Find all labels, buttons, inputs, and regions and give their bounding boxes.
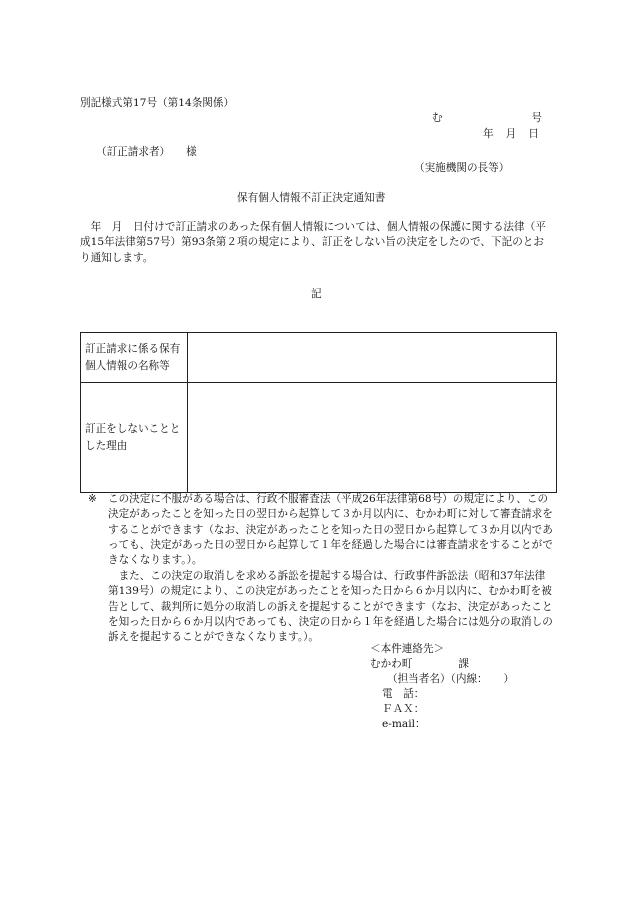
sender: （実施機関の長等） [414, 162, 510, 174]
document-number-prefix: む [432, 112, 443, 124]
detail-table [80, 332, 557, 493]
note-text-lawsuit: また、この決定の取消しを求める訴訟を提起する場合は、行政事件訴訟法（昭和37年法律第139号）の規定により、この決定があったことを知った日から６か月以内に、むかわ町を被告として、裁判所に処分の取消しの訴えを提起することができます（なお、決定があったことを知った日から６か月以内であっても、決定の日から１年を経過した場合には処分の取消しの訴えを提起することができなくなります。）。 [108, 569, 553, 644]
contact-heading: ＜本件連絡先＞ [370, 643, 445, 655]
addressee [96, 145, 197, 160]
note-text-appeal: この決定に不服がある場合は、行政不服審査法（平成26年法律第68号）の規定により、この決定があったことを知った日の翌日から起算して３か月以内に、むかわ町に対して審査請求をすることができます（なお、決定があったことを知った日の翌日から起算して３か月以内であっても、決定があった日の翌日から起算して１年を経過した場合には審査請求をすることができなくなります。）。 [108, 493, 553, 567]
note-item [88, 492, 554, 569]
table-row [81, 333, 557, 383]
document-number-suffix: 号 [531, 112, 542, 124]
contact-fax: ＦＡＸ： [382, 703, 425, 715]
document-number [432, 111, 542, 126]
contact-town: むかわ町 [370, 658, 413, 670]
table-label-reason: 訂正をしないこととした理由 [81, 383, 188, 493]
date-day: 日 [528, 128, 539, 140]
date-line [483, 127, 539, 142]
addressee-name: （訂正請求者） [96, 146, 171, 158]
page-title: 保有個人情報不訂正決定通知書 [237, 192, 386, 204]
addressee-honorific: 様 [186, 146, 197, 158]
contact-email: e-mail： [382, 718, 426, 730]
table-value-reason [188, 383, 557, 493]
contact-office [370, 657, 469, 672]
contact-phone: 電 話： [382, 688, 425, 700]
table-value-info-name [188, 333, 557, 383]
note-item [88, 569, 554, 646]
body-text: 年 月 日付けで訂正請求のあった保有個人情報については、個人情報の保護に関する法律（平成15年法律第57号）第93条第２項の規定により、訂正をしない旨の決定をしたので、下記のとおり通知します。 [80, 221, 546, 264]
table-row [81, 383, 557, 493]
ki-heading: 記 [311, 288, 322, 300]
table-label-info-name: 訂正請求に係る保有個人情報の名称等 [81, 333, 188, 383]
contact-person: （担当者名）（内線： ） [387, 673, 515, 685]
date-year: 年 [483, 128, 494, 140]
contact-section: 課 [458, 658, 469, 670]
note-mark: ※ [88, 493, 97, 505]
notes [88, 492, 554, 646]
form-number: 別記様式第17号（第14条関係） [80, 97, 235, 109]
date-month: 月 [505, 128, 517, 140]
